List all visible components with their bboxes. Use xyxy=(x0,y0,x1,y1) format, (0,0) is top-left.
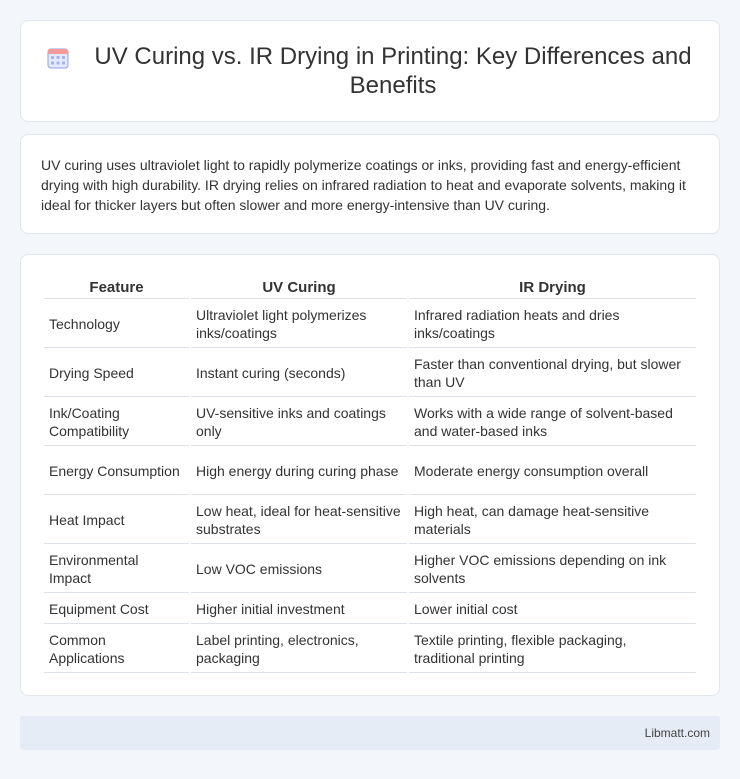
ir-cell: Infrared radiation heats and dries inks/coatings xyxy=(409,301,696,348)
feature-cell: Ink/Coating Compatibility xyxy=(44,399,189,446)
ir-cell: Works with a wide range of solvent-based and water-based inks xyxy=(409,399,696,446)
feature-cell: Drying Speed xyxy=(44,350,189,397)
uv-cell: Higher initial investment xyxy=(191,595,407,624)
feature-cell: Equipment Cost xyxy=(44,595,189,624)
uv-cell: Label printing, electronics, packaging xyxy=(191,626,407,673)
uv-cell: Ultraviolet light polymerizes inks/coatings xyxy=(191,301,407,348)
table-row xyxy=(44,497,696,544)
ir-cell: Lower initial cost xyxy=(409,595,696,624)
uv-cell: Low heat, ideal for heat-sensitive substrates xyxy=(191,497,407,544)
feature-cell: Common Applications xyxy=(44,626,189,673)
table-header-row xyxy=(44,277,696,299)
table-row xyxy=(44,399,696,446)
feature-cell: Heat Impact xyxy=(44,497,189,544)
comparison-table-card xyxy=(20,254,720,696)
title-card xyxy=(20,20,720,122)
table-row xyxy=(44,546,696,593)
table-row xyxy=(44,595,696,624)
ir-cell: Higher VOC emissions depending on ink solvents xyxy=(409,546,696,593)
footer-brand[interactable]: Libmatt.com xyxy=(644,726,710,740)
feature-cell: Technology xyxy=(44,301,189,348)
ir-cell: Textile printing, flexible packaging, traditional printing xyxy=(409,626,696,673)
uv-cell: High energy during curing phase xyxy=(191,448,407,495)
table-row xyxy=(44,350,696,397)
uv-cell: UV-sensitive inks and coatings only xyxy=(191,399,407,446)
ir-cell: Moderate energy consumption overall xyxy=(409,448,696,495)
header-ir-drying: IR Drying xyxy=(409,277,696,299)
ir-cell: High heat, can damage heat-sensitive materials xyxy=(409,497,696,544)
uv-cell: Instant curing (seconds) xyxy=(191,350,407,397)
header-feature: Feature xyxy=(44,277,189,299)
page-title: UV Curing vs. IR Drying in Printing: Key Differences and Benefits xyxy=(94,43,692,99)
intro-card xyxy=(20,134,720,234)
table-row xyxy=(44,626,696,673)
intro-text: UV curing uses ultraviolet light to rapidly polymerize coatings or inks, providing fast and energy-efficient drying with high durability. IR drying relies on infrared radiation to heat and evaporate solvents, making it ideal for thicker layers but often slower and more energy-intensive than UV curing. xyxy=(41,157,686,213)
comparison-table xyxy=(42,275,698,675)
footer-bar xyxy=(20,716,720,750)
calendar-grid-icon xyxy=(47,47,69,69)
ir-cell: Faster than conventional drying, but slower than UV xyxy=(409,350,696,397)
title-row xyxy=(47,42,693,100)
table-row xyxy=(44,448,696,495)
uv-cell: Low VOC emissions xyxy=(191,546,407,593)
feature-cell: Environmental Impact xyxy=(44,546,189,593)
table-row xyxy=(44,301,696,348)
feature-cell: Energy Consumption xyxy=(44,448,189,495)
header-uv-curing: UV Curing xyxy=(191,277,407,299)
